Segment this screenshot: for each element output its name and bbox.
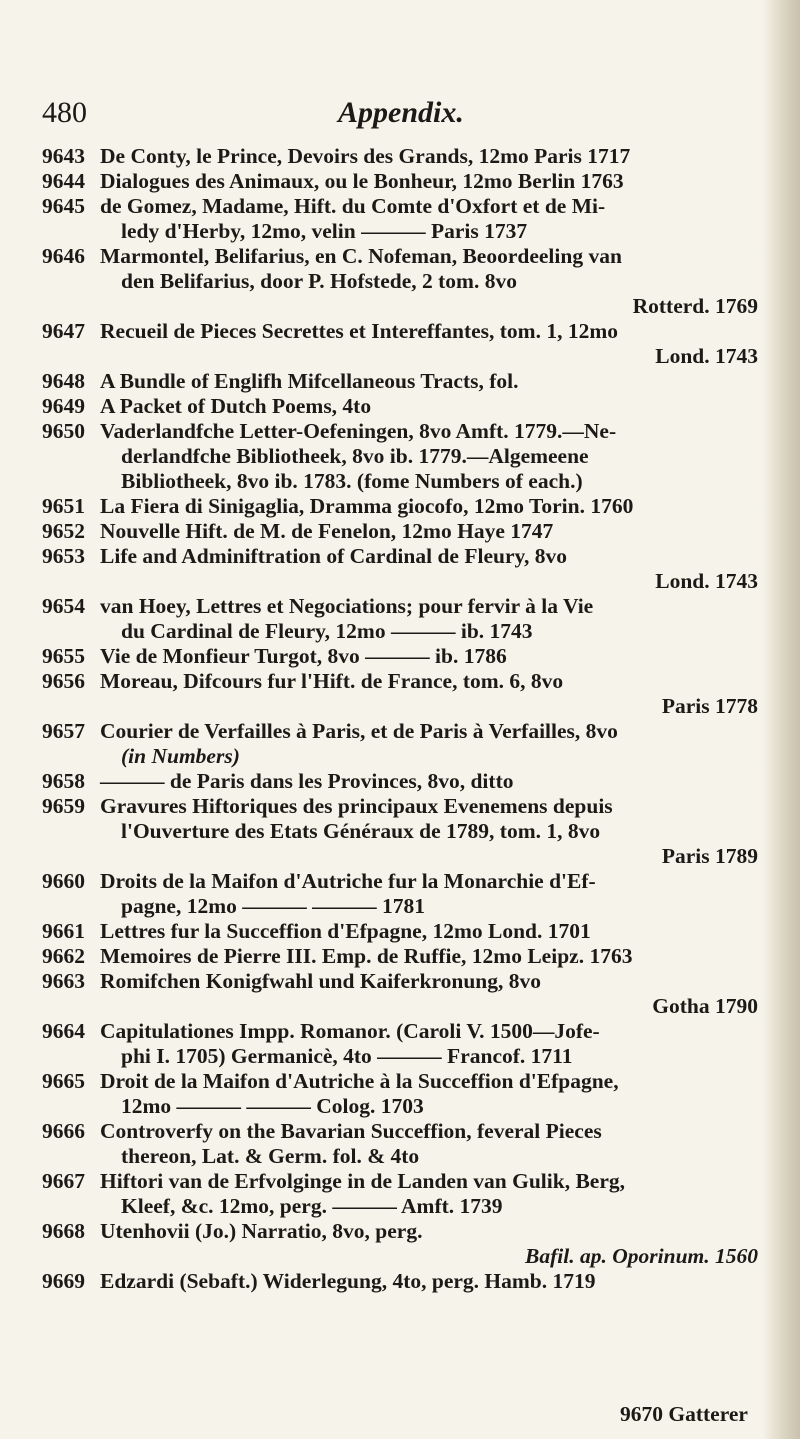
entry-line: Vie de Monfieur Turgot, 8vo ——— ib. 1786 (100, 644, 507, 668)
entry-number: 9653 (42, 544, 85, 568)
catalogue-entry (42, 1119, 764, 1169)
entry-line: Romifchen Konigfwahl und Kaiferkronung, 8vo (100, 969, 542, 993)
catalogue-entry (42, 319, 764, 369)
entry-line: Vaderlandfche Letter-Oefeningen, 8vo Amft. 1779.—Ne- (100, 419, 617, 443)
entry-line: thereon, Lat. & Germ. fol. & 4to (121, 1144, 420, 1168)
entry-number: 9648 (42, 369, 85, 393)
catalogue-entry (42, 869, 764, 919)
entry-imprint: Paris 1789 (661, 844, 758, 868)
catalogue-entry (42, 794, 764, 869)
entry-number: 9658 (42, 769, 85, 793)
entry-line: de Gomez, Madame, Hift. du Comte d'Oxfort et de Mi- (100, 194, 606, 218)
catalogue-entry (42, 494, 764, 519)
entry-line: (in Numbers) (121, 744, 240, 768)
entry-imprint: Bafil. ap. Oporinum. 1560 (525, 1244, 758, 1268)
catalogue-entry (42, 419, 764, 494)
entry-number: 9647 (42, 319, 85, 343)
catchword: 9670 Gatterer (620, 1402, 748, 1426)
entry-line: derlandfche Bibliotheek, 8vo ib. 1779.—Algemeene (121, 444, 589, 468)
entry-number: 9650 (42, 419, 85, 443)
catalogue-entry (42, 544, 764, 594)
catalogue-entry (42, 1069, 764, 1119)
entry-line: Nouvelle Hift. de M. de Fenelon, 12mo Haye 1747 (100, 519, 554, 543)
entry-line: Life and Adminiftration of Cardinal de Fleury, 8vo (100, 544, 568, 568)
entry-number: 9668 (42, 1219, 85, 1243)
entry-line: A Packet of Dutch Poems, 4to (100, 394, 372, 418)
page-edge (762, 0, 800, 1439)
catalogue-entry (42, 719, 764, 769)
entry-number: 9651 (42, 494, 85, 518)
entry-line: l'Ouverture des Etats Généraux de 1789, tom. 1, 8vo (121, 819, 601, 843)
catalogue-entry (42, 394, 764, 419)
entry-line: De Conty, le Prince, Devoirs des Grands, 12mo Paris 1717 (100, 144, 631, 168)
entry-number: 9656 (42, 669, 85, 693)
entry-line: Kleef, &c. 12mo, perg. ——— Amft. 1739 (121, 1194, 503, 1218)
entry-number: 9649 (42, 394, 85, 418)
catalogue-entry (42, 919, 764, 944)
catalogue-entry (42, 144, 764, 169)
catalogue-entry (42, 669, 764, 719)
entry-line: Bibliotheek, 8vo ib. 1783. (fome Numbers of each.) (121, 469, 583, 493)
catalogue-entry (42, 1219, 764, 1269)
catalogue-entry (42, 1169, 764, 1219)
entry-line: Recueil de Pieces Secrettes et Intereffantes, tom. 1, 12mo (100, 319, 619, 343)
entry-line: Memoires de Pierre III. Emp. de Ruffie, 12mo Leipz. 1763 (100, 944, 633, 968)
entry-line: Courier de Verfailles à Paris, et de Paris à Verfailles, 8vo (100, 719, 618, 743)
entry-number: 9667 (42, 1169, 85, 1193)
entry-imprint: Rotterd. 1769 (632, 294, 758, 318)
entry-number: 9655 (42, 644, 85, 668)
entry-line: Controverfy on the Bavarian Succeffion, feveral Pieces (100, 1119, 602, 1143)
catalogue-entry (42, 769, 764, 794)
entry-number: 9661 (42, 919, 85, 943)
catalogue-entry (42, 644, 764, 669)
catalogue-entry (42, 169, 764, 194)
entry-line: Marmontel, Belifarius, en C. Nofeman, Beoordeeling van (100, 244, 622, 268)
entry-line: du Cardinal de Fleury, 12mo ——— ib. 1743 (121, 619, 533, 643)
entry-imprint: Gotha 1790 (652, 994, 758, 1018)
entry-number: 9644 (42, 169, 85, 193)
entry-line: Droits de la Maifon d'Autriche fur la Monarchie d'Ef- (100, 869, 596, 893)
entry-number: 9645 (42, 194, 85, 218)
entry-number: 9654 (42, 594, 85, 618)
entry-line: Edzardi (Sebaft.) Widerlegung, 4to, perg. Hamb. 1719 (100, 1269, 596, 1293)
entry-line: pagne, 12mo ——— ——— 1781 (121, 894, 425, 918)
page-number: 480 (42, 96, 87, 129)
catalogue-entries (42, 144, 764, 1294)
entry-line: ——— de Paris dans les Provinces, 8vo, ditto (100, 769, 514, 793)
catalogue-entry (42, 594, 764, 644)
entry-number: 9659 (42, 794, 85, 818)
entry-number: 9666 (42, 1119, 85, 1143)
entry-line: ledy d'Herby, 12mo, velin ——— Paris 1737 (121, 219, 528, 243)
entry-number: 9657 (42, 719, 85, 743)
catalogue-entry (42, 519, 764, 544)
entry-line: Hiftori van de Erfvolginge in de Landen van Gulik, Berg, (100, 1169, 626, 1193)
entry-line: Gravures Hiftoriques des principaux Evenemens depuis (100, 794, 613, 818)
entry-imprint: Paris 1778 (661, 694, 758, 718)
catalogue-entry (42, 369, 764, 394)
entry-line: Capitulationes Impp. Romanor. (Caroli V. 1500—Jofe- (100, 1019, 600, 1043)
entry-line: Moreau, Difcours fur l'Hift. de France, tom. 6, 8vo (100, 669, 564, 693)
entry-line: van Hoey, Lettres et Negociations; pour fervir à la Vie (100, 594, 594, 618)
entry-number: 9643 (42, 144, 85, 168)
catalogue-entry (42, 969, 764, 1019)
entry-line: 12mo ——— ——— Colog. 1703 (121, 1094, 424, 1118)
catalogue-entry (42, 1019, 764, 1069)
catalogue-entry (42, 244, 764, 319)
entry-line: Droit de la Maifon d'Autriche à la Succeffion d'Efpagne, (100, 1069, 619, 1093)
entry-line: den Belifarius, door P. Hofstede, 2 tom. 8vo (121, 269, 517, 293)
entry-number: 9665 (42, 1069, 85, 1093)
page-header (42, 96, 742, 136)
catalogue-entry (42, 1269, 764, 1294)
entry-number: 9664 (42, 1019, 85, 1043)
catalogue-entry (42, 194, 764, 244)
entry-line: phi I. 1705) Germanicè, 4to ——— Francof. 1711 (121, 1044, 573, 1068)
entry-number: 9646 (42, 244, 85, 268)
entry-number: 9663 (42, 969, 85, 993)
entry-number: 9652 (42, 519, 85, 543)
running-head: Appendix. (338, 96, 464, 129)
entry-number: 9669 (42, 1269, 85, 1293)
entry-line: Lettres fur la Succeffion d'Efpagne, 12mo Lond. 1701 (100, 919, 591, 943)
entry-number: 9660 (42, 869, 85, 893)
entry-line: Dialogues des Animaux, ou le Bonheur, 12mo Berlin 1763 (100, 169, 624, 193)
entry-line: Utenhovii (Jo.) Narratio, 8vo, perg. (100, 1219, 423, 1243)
entry-number: 9662 (42, 944, 85, 968)
entry-line: A Bundle of Englifh Mifcellaneous Tracts, fol. (100, 369, 519, 393)
catalogue-entry (42, 944, 764, 969)
entry-imprint: Lond. 1743 (655, 569, 758, 593)
entry-line: La Fiera di Sinigaglia, Dramma giocofo, 12mo Torin. 1760 (100, 494, 634, 518)
entry-imprint: Lond. 1743 (655, 344, 758, 368)
